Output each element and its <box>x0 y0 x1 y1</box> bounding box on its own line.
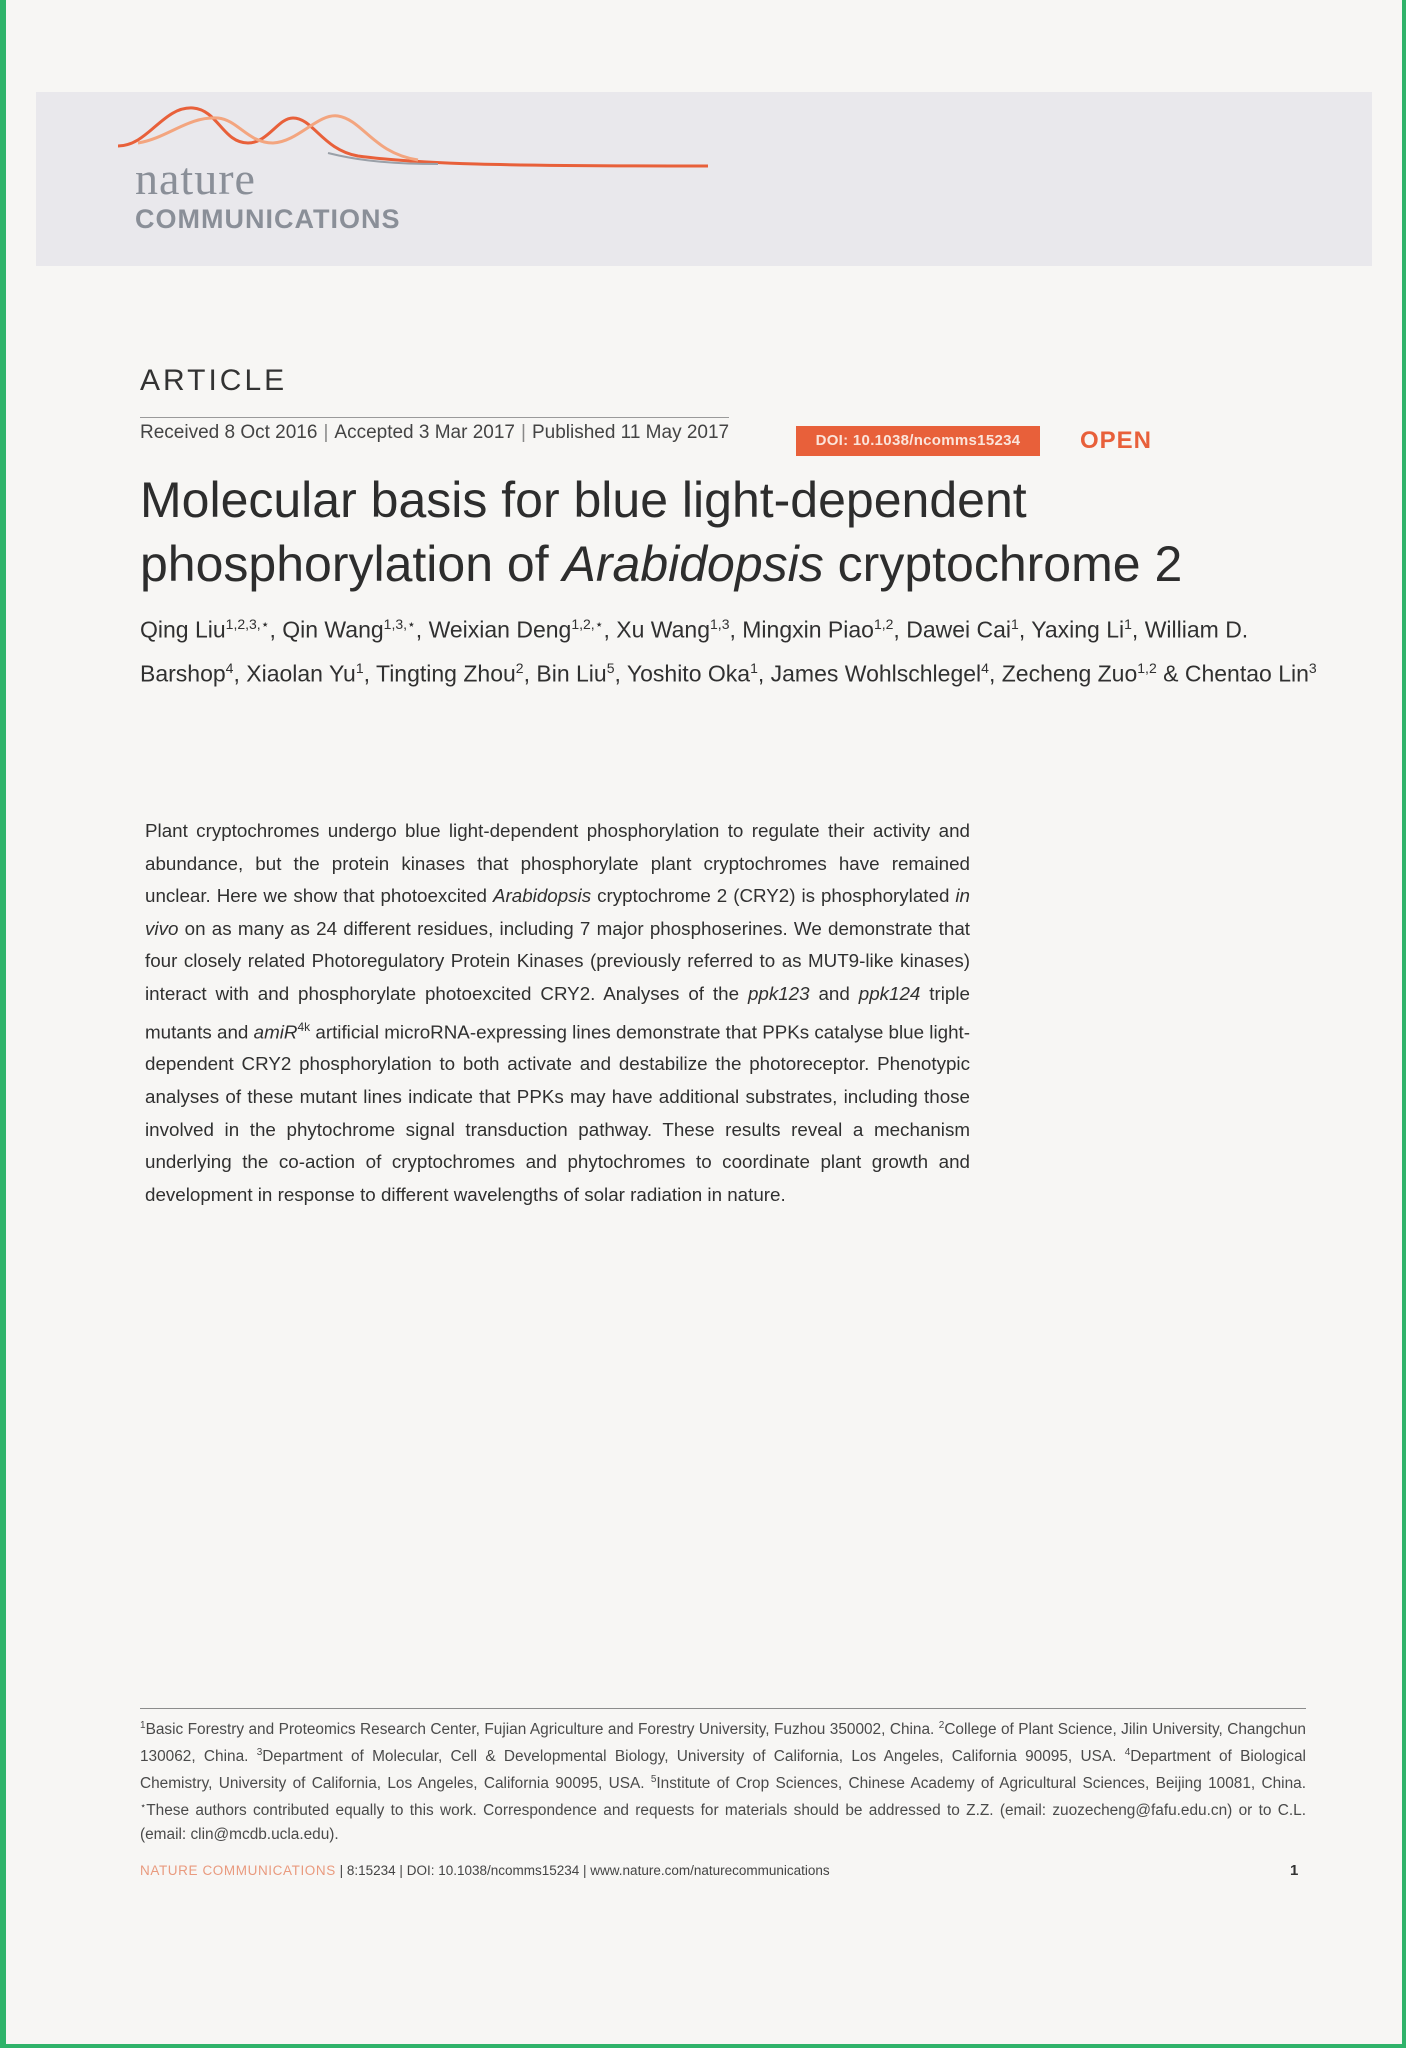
title-part-1: Molecular basis for blue light-dependent phosphorylation of <box>140 472 1027 592</box>
author-name: Qin Wang <box>282 616 384 643</box>
abstract-italic: ppk124 <box>858 982 921 1004</box>
title-part-2: cryptochrome 2 <box>823 536 1183 592</box>
author-affiliation-sup: 1 <box>750 659 758 676</box>
abstract <box>145 815 970 1211</box>
abstract-text: cryptochrome 2 (CRY2) is phosphorylated <box>591 885 956 907</box>
author-list: Qing Liu$^{1,2,3,⋆}$, Qin Wang$^{1,3,⋆}$, Weixian Deng$^{1,2,⋆}$, Xu Wang$^{1,3}$, Mingxin Piao$^{1,2}$, Dawei Cai$^1$, Yaxing Li$^1$, William D. Barshop$^4$, Xiaolan Yu$^1$, Tingting Zhou$^2$, Bin Liu$^5$, Yoshito Oka$^1$, James Wohlschlegel$^4$, Zecheng Zuo$^{1,2}$ & Chentao Lin$^3$ <box>140 616 1317 687</box>
author-affiliation-sup: 1 <box>355 659 364 676</box>
affiliation-marker: 1 <box>140 1720 146 1731</box>
article-type-label: ARTICLE <box>140 364 288 397</box>
received-date: Received 8 Oct 2016 <box>140 422 318 443</box>
author-affiliation-sup: 1,2,⋆ <box>571 616 604 632</box>
author-name: Dawei Cai <box>906 616 1012 643</box>
author-affiliation-sup: 1,3 <box>710 616 730 632</box>
abstract-italic: in vivo <box>145 885 970 939</box>
author-affiliation-sup: 1,2 <box>873 616 894 632</box>
published-date: Published 11 May 2017 <box>531 422 730 443</box>
article-title <box>140 468 1300 596</box>
affiliation-marker: 2 <box>938 1720 945 1731</box>
abstract-italic: amiR <box>253 1020 298 1042</box>
author-name: Qing Liu <box>140 616 226 643</box>
doi-badge[interactable]: DOI: 10.1038/ncomms15234 <box>796 426 1040 456</box>
page-number: 1 <box>1290 1862 1299 1879</box>
open-access-label: OPEN <box>1080 427 1153 454</box>
author-affiliation-sup: 4 <box>225 659 234 676</box>
author-name: Yaxing Li <box>1031 616 1125 643</box>
journal-logo-communications: COMMUNICATIONS <box>135 204 401 234</box>
author-name: Zecheng Zuo <box>1001 660 1138 687</box>
publication-dates <box>140 417 729 444</box>
abstract-text: triple mutants and <box>145 982 970 1042</box>
affiliation-text: Department of Biological Chemistry, University of California, Los Angeles, California 90095, USA. <box>140 1748 1306 1793</box>
abstract-text: Plant cryptochromes undergo blue light-dependent phosphorylation to regulate their activity and abundance, but the protein kinases that phosphorylate plant cryptochromes have remained unclear. Here we show that photoexcited <box>145 820 970 907</box>
abstract-italic: Arabidopsis <box>492 885 592 907</box>
author-affiliation-sup: 2 <box>515 659 524 676</box>
abstract-italic: ppk123 <box>747 982 810 1004</box>
abstract-text: artificial microRNA-expressing lines demonstrate that PPKs catalyse blue light-dependent CRY2 phosphorylation to both activate and destabilize the photoreceptor. Phenotypic analyses of these mutant lines indicate that PPKs may have additional substrates, including those involved in the phytochrome signal transduction pathway. These results reveal a mechanism underlying the co-action of cryptochromes and phytochromes to coordinate plant growth and development in response to different wavelengths of solar radiation in nature. <box>145 1020 970 1205</box>
author-affiliation-sup: 1,2,3,⋆ <box>225 616 270 632</box>
affiliation-marker: 3 <box>256 1747 263 1759</box>
abstract-text: and <box>809 982 859 1004</box>
abstract-superscript: 4k <box>297 1019 311 1034</box>
affiliation-text: College of Plant Science, Jilin University, Changchun 130062, China. <box>140 1721 1306 1766</box>
accepted-date: Accepted 3 Mar 2017 <box>334 422 516 443</box>
author-affiliation-sup: 1 <box>1124 616 1132 632</box>
author-name: Tingting Zhou <box>376 660 516 687</box>
author-affiliation-sup: 1,2 <box>1137 659 1157 676</box>
author-name: Xiaolan Yu <box>246 660 356 687</box>
title-italic-species: Arabidopsis <box>562 536 824 592</box>
date-separator: | <box>323 422 329 443</box>
date-separator: | <box>521 422 526 443</box>
author-name: Mingxin Piao <box>742 616 874 643</box>
affiliations <box>140 1714 1306 1846</box>
affiliation-marker: 5 <box>650 1774 657 1786</box>
affiliation-text: These authors contributed equally to this work. Correspondence and requests for materials should be addressed to Z.Z. (email: zuozecheng@fafu.edu.cn) or to C.L. (email: clin@mcdb.ucla.edu). <box>140 1802 1306 1843</box>
affiliations-divider <box>140 1708 1306 1709</box>
author-affiliation-sup: 1,3,⋆ <box>383 616 416 632</box>
author-affiliation-sup: 1 <box>1011 616 1019 632</box>
affiliation-text: Department of Molecular, Cell & Developmental Biology, University of California, Los Angeles, California 90095, USA. <box>262 1748 1125 1766</box>
author-name: Yoshito Oka <box>626 660 751 687</box>
author-affiliation-sup: 5 <box>606 659 615 676</box>
affiliation-text: Basic Forestry and Proteomics Research Center, Fujian Agriculture and Forestry University, Fuzhou 350002, China. <box>145 1721 939 1739</box>
affiliation-marker: ⋆ <box>140 1801 147 1813</box>
author-name: James Wohlschlegel <box>770 660 982 687</box>
footer-journal-name: NATURE COMMUNICATIONS <box>140 1863 336 1878</box>
affiliation-text: Institute of Crop Sciences, Chinese Academy of Agricultural Sciences, Beijing 10081, China. <box>656 1775 1306 1793</box>
author-affiliation-sup: 3 <box>1308 659 1317 676</box>
author-name: Chentao Lin <box>1184 660 1309 687</box>
page-footer <box>140 1863 830 1878</box>
author-affiliation-sup: 4 <box>981 659 989 676</box>
author-name: William D. Barshop <box>140 616 1249 687</box>
abstract-text: on as many as 24 different residues, including 7 major phosphoserines. We demonstrate that four closely related Photoregulatory Protein Kinases (previously referred to as MUT9-like kinases) interact with and phosphorylate photoexcited CRY2. Analyses of the <box>145 917 970 1004</box>
footer-citation: | 8:15234 | DOI: 10.1038/ncomms15234 | www.nature.com/naturecommunications <box>339 1863 830 1878</box>
journal-logo-nature: nature <box>135 153 256 204</box>
author-name: Weixian Deng <box>428 616 572 643</box>
author-connector: & <box>1156 660 1185 687</box>
author-name: Xu Wang <box>616 616 711 643</box>
author-name: Bin Liu <box>536 660 607 687</box>
affiliation-marker: 4 <box>1124 1747 1131 1759</box>
